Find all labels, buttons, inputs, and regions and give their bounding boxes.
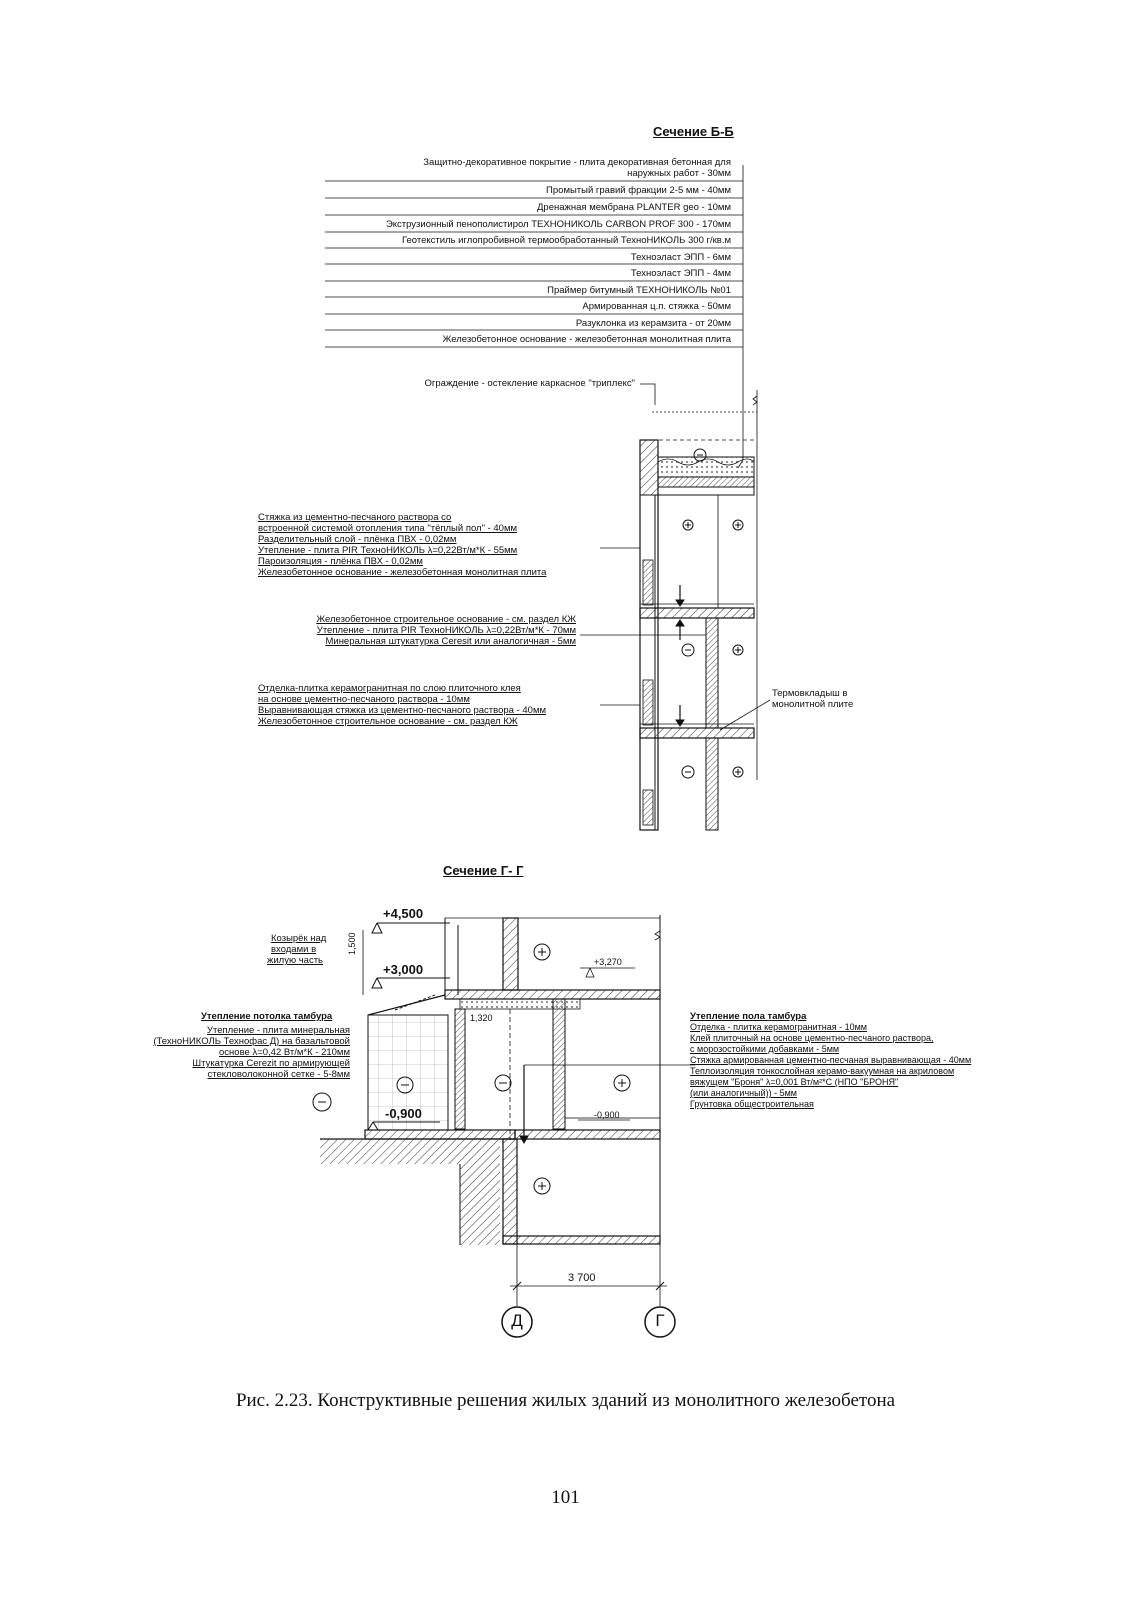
note-line: Грунтовка общестроительная [690, 1099, 814, 1109]
note-line: Утепление - плита PIR ТехноНИКОЛЬ λ=0,22Вт/м*К - 55мм [258, 545, 518, 556]
layer-item: Техноэласт ЭПП - 4мм [630, 268, 731, 279]
layer-item: наружных работ - 30мм [627, 168, 731, 179]
axis-d-label: Д [511, 1311, 523, 1330]
note-line: Железобетонное строительное основание - см. раздел КЖ [316, 614, 576, 625]
page-number: 101 [551, 1487, 580, 1508]
note-line: (ТехноНИКОЛЬ Технофас Д) на базальтовой [153, 1036, 350, 1047]
thermo-insert-label: Термовкладыш в [772, 688, 848, 699]
note-line: вяжущем "Броня" λ=0,001 Вт/м²*С (НПО "БРОНЯ" [690, 1077, 899, 1087]
layer-item: Железобетонное основание - железобетонная монолитная плита [442, 334, 731, 345]
note-line: встроенной системой отопления типа "тёплый пол" - 40мм [258, 523, 518, 534]
layer-item: Праймер битумный ТЕХНОНИКОЛЬ №01 [547, 285, 731, 296]
section-bb-structure [580, 390, 770, 830]
note-line: жилую часть [267, 955, 324, 966]
level-slab: +3,270 [594, 957, 622, 967]
dim-1500: 1,500 [347, 932, 357, 955]
note-line: Утепление - плита PIR ТехноНИКОЛЬ λ=0,22Вт/м*К - 70мм [316, 625, 576, 636]
note-line: Стяжка из цементно-песчаного раствора со [258, 512, 452, 523]
dim-3700: 3 700 [568, 1272, 596, 1284]
note-line: Разделительный слой - плёнка ПВХ - 0,02мм [258, 534, 457, 545]
layer-item: Промытый гравий фракции 2-5 мм - 40мм [546, 185, 731, 196]
note-line: на основе цементно-песчаного раствора - 10мм [258, 694, 470, 705]
note-line: Утепление - плита минеральная [206, 1025, 350, 1036]
note-line: Железобетонное основание - железобетонная монолитная плита [258, 567, 547, 578]
note-line: Козырёк над [271, 933, 327, 944]
axis-g-label: Г [655, 1311, 665, 1330]
note-title: Утепление пола тамбура [690, 1011, 807, 1022]
note-line: Отделка - плитка керамогранитная - 10мм [690, 1022, 867, 1032]
layer-item: Разуклонка из керамзита - от 20мм [575, 318, 731, 329]
note-line: Клей плиточный на основе цементно-песчаного раствора, [690, 1033, 934, 1043]
note-line: Отделка-плитка керамогранитная по слою плиточного клея [258, 683, 521, 694]
level-low-right: -0,900 [594, 1110, 620, 1120]
layer-item: Экструзионный пенополистирол ТЕХНОНИКОЛЬ CARBON PROF 300 - 170мм [385, 219, 731, 230]
note-line: входами в [271, 944, 317, 955]
note-line: Пароизоляция - плёнка ПВХ - 0,02мм [258, 556, 423, 567]
figure-caption: Рис. 2.23. Конструктивные решения жилых зданий из монолитного железобетона [235, 1390, 896, 1411]
note-line: Минеральная штукатурка Ceresit или аналогичная - 5мм [325, 636, 576, 647]
note-line: Стяжка армированная цементно-песчаная выравнивающая - 40мм [690, 1055, 972, 1065]
note-line: стекловолоконной сетке - 5-8мм [207, 1069, 350, 1080]
note-line: (или аналогичный)) - 5мм [690, 1088, 797, 1098]
note-title: Утепление потолка тамбура [201, 1011, 333, 1022]
railing-label: Ограждение - остекление каркасное "триплекс" [424, 378, 635, 389]
thermo-insert-label: монолитной плите [772, 699, 854, 710]
note-line: Выравнивающая стяжка из цементно-песчаного раствора - 40мм [258, 705, 547, 716]
note-line: Штукатурка Cerezit по армирующей [192, 1058, 350, 1069]
note-line: Железобетонное строительное основание - см. раздел КЖ [258, 716, 518, 727]
dim-1320: 1,320 [470, 1013, 493, 1023]
note-line: с морозостойкими добавками - 5мм [690, 1044, 840, 1054]
layer-item: Дренажная мембрана PLANTER geo - 10мм [537, 202, 731, 213]
layer-item: Защитно-декоративное покрытие - плита декоративная бетонная для [423, 157, 731, 168]
note-line: основе λ=0,42 Вт/м*К - 210мм [219, 1047, 350, 1058]
level-low: -0,900 [385, 1106, 422, 1121]
section-gg-structure [320, 915, 695, 1337]
level-mid: +3,000 [383, 962, 424, 977]
layer-item: Армированная ц.п. стяжка - 50мм [582, 301, 731, 312]
layer-item: Техноэласт ЭПП - 6мм [630, 252, 731, 263]
section-bb-title: Сечение Б-Б [653, 124, 734, 139]
level-top: +4,500 [383, 906, 424, 921]
layer-item: Геотекстиль иглопробивной термообработанный ТехноНИКОЛЬ 300 г/кв.м [401, 235, 731, 246]
section-gg-title: Сечение Г- Г [443, 863, 524, 878]
note-line: Теплоизоляция тонкослойная керамо-вакуумная на акриловом [690, 1066, 955, 1076]
